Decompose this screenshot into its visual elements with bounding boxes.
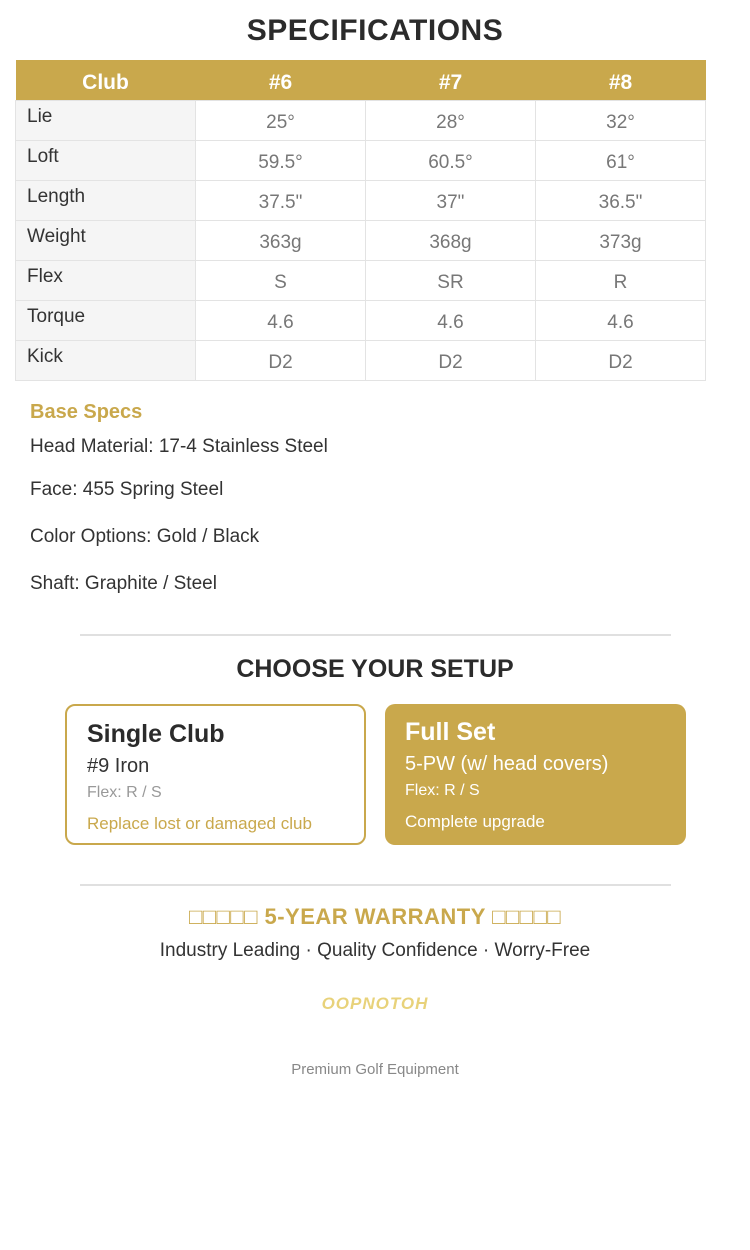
page-title: SPECIFICATIONS: [246, 14, 504, 47]
table-cell: S: [196, 260, 366, 300]
row-label: Flex: [16, 260, 196, 300]
table-row: [16, 300, 706, 340]
option-name: Single Club: [87, 720, 225, 748]
column-header: #7: [366, 60, 536, 100]
table-row: [16, 100, 706, 140]
table-cell: 28°: [366, 100, 536, 140]
base-spec-line: Head Material: 17-4 Stainless Steel: [30, 436, 328, 457]
table-row: [16, 340, 706, 380]
base-spec-line: Shaft: Graphite / Steel: [30, 573, 217, 594]
column-header: #6: [196, 60, 366, 100]
row-label: Torque: [16, 300, 196, 340]
option-flex: Flex: R / S: [405, 782, 480, 799]
option-model: 5-PW (w/ head covers): [405, 753, 609, 775]
footer-text: Premium Golf Equipment: [291, 1061, 459, 1078]
table-cell: 4.6: [536, 300, 706, 340]
table-row: [16, 140, 706, 180]
table-cell: 60.5°: [366, 140, 536, 180]
specifications-table: [15, 60, 706, 381]
table-cell: 37": [366, 180, 536, 220]
table-cell: D2: [366, 340, 536, 380]
row-label: Loft: [16, 140, 196, 180]
column-header: Club: [16, 60, 196, 100]
setup-title: CHOOSE YOUR SETUP: [236, 655, 514, 683]
row-label: Kick: [16, 340, 196, 380]
row-label: Length: [16, 180, 196, 220]
single-club-option[interactable]: [65, 704, 366, 845]
table-cell: 36.5": [536, 180, 706, 220]
table-cell: 37.5": [196, 180, 366, 220]
table-row: [16, 180, 706, 220]
table-cell: 4.6: [366, 300, 536, 340]
table-row: [16, 220, 706, 260]
base-specs-title: Base Specs: [30, 401, 143, 423]
option-flex: Flex: R / S: [87, 784, 162, 801]
table-cell: D2: [196, 340, 366, 380]
warranty-title: □□□□□ 5-YEAR WARRANTY □□□□□: [188, 904, 562, 929]
option-note: Replace lost or damaged club: [87, 814, 312, 833]
option-name: Full Set: [405, 718, 496, 746]
table-cell: D2: [536, 340, 706, 380]
table-cell: 61°: [536, 140, 706, 180]
base-spec-line: Color Options: Gold / Black: [30, 526, 260, 547]
row-label: Weight: [16, 220, 196, 260]
brand-logo: OOPNOTOH: [321, 994, 429, 1013]
warranty-subtitle: Industry Leading · Quality Confidence · Worry-Free: [159, 940, 591, 961]
table-header-row: [16, 60, 706, 100]
table-cell: 25°: [196, 100, 366, 140]
section-divider: [80, 634, 671, 636]
table-cell: SR: [366, 260, 536, 300]
table-cell: 59.5°: [196, 140, 366, 180]
section-divider: [80, 884, 671, 886]
table-row: [16, 260, 706, 300]
row-label: Lie: [16, 100, 196, 140]
option-note: Complete upgrade: [405, 812, 545, 831]
full-set-option[interactable]: [385, 704, 686, 845]
table-cell: 368g: [366, 220, 536, 260]
table-cell: 373g: [536, 220, 706, 260]
table-cell: 363g: [196, 220, 366, 260]
table-cell: 4.6: [196, 300, 366, 340]
table-cell: R: [536, 260, 706, 300]
option-model: #9 Iron: [87, 755, 150, 777]
column-header: #8: [536, 60, 706, 100]
base-spec-line: Face: 455 Spring Steel: [30, 479, 224, 500]
table-cell: 32°: [536, 100, 706, 140]
